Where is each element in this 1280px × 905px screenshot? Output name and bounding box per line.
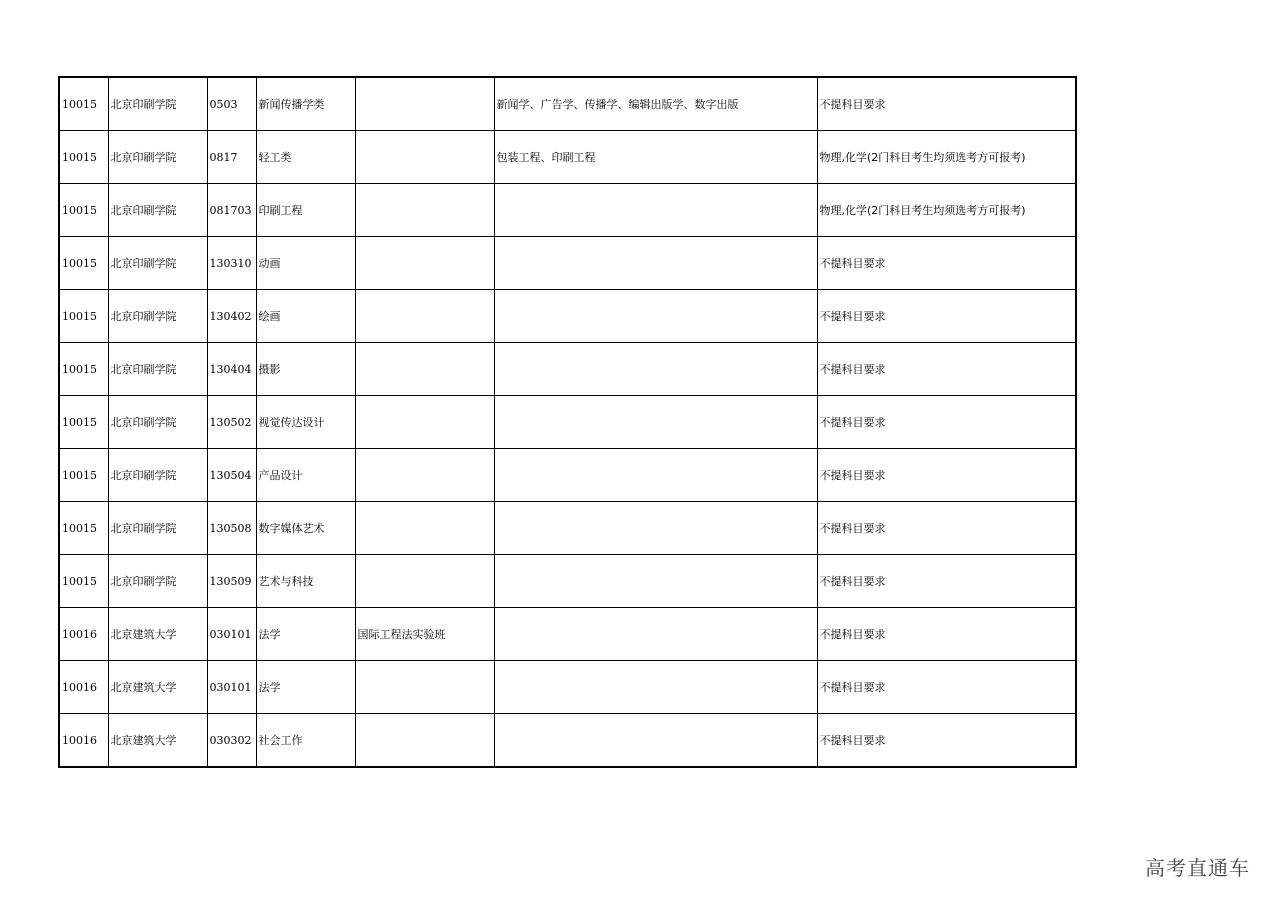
school-name-cell: 北京印刷学院 [108,555,207,608]
major-code-cell: 130310 [207,237,256,290]
included-majors-cell: 包装工程、印刷工程 [494,131,817,184]
major-code-cell: 130502 [207,396,256,449]
subject-requirement-cell: 不提科目要求 [817,608,1076,661]
school-code-cell: 10015 [59,396,108,449]
table-row [59,290,1076,343]
table-row [59,77,1076,131]
major-name-cell: 新闻传播学类 [256,77,355,131]
major-name-cell: 动画 [256,237,355,290]
subject-requirement-cell: 不提科目要求 [817,661,1076,714]
school-name-cell: 北京印刷学院 [108,502,207,555]
note-cell [355,555,494,608]
subject-requirement-cell: 不提科目要求 [817,714,1076,768]
included-majors-cell [494,343,817,396]
included-majors-cell: 新闻学、广告学、传播学、编辑出版学、数字出版 [494,77,817,131]
school-code-cell: 10015 [59,502,108,555]
included-majors-cell [494,396,817,449]
major-name-cell: 法学 [256,661,355,714]
subject-requirement-cell: 不提科目要求 [817,555,1076,608]
school-code-cell: 10015 [59,290,108,343]
major-name-cell: 轻工类 [256,131,355,184]
table-row [59,661,1076,714]
school-code-cell: 10015 [59,184,108,237]
table-body [59,77,1076,767]
table-row [59,714,1076,768]
major-name-cell: 摄影 [256,343,355,396]
major-code-cell: 030101 [207,608,256,661]
note-cell [355,502,494,555]
note-cell: 国际工程法实验班 [355,608,494,661]
table-row [59,131,1076,184]
included-majors-cell [494,237,817,290]
subject-requirement-cell: 不提科目要求 [817,77,1076,131]
major-code-cell: 030302 [207,714,256,768]
major-code-cell: 130404 [207,343,256,396]
school-name-cell: 北京印刷学院 [108,290,207,343]
subject-requirements-table [58,76,1077,768]
table-row [59,184,1076,237]
school-name-cell: 北京印刷学院 [108,237,207,290]
school-code-cell: 10015 [59,343,108,396]
included-majors-cell [494,661,817,714]
school-code-cell: 10016 [59,661,108,714]
major-name-cell: 印刷工程 [256,184,355,237]
school-name-cell: 北京印刷学院 [108,396,207,449]
included-majors-cell [494,555,817,608]
school-name-cell: 北京印刷学院 [108,184,207,237]
included-majors-cell [494,449,817,502]
major-name-cell: 视觉传达设计 [256,396,355,449]
note-cell [355,237,494,290]
school-code-cell: 10015 [59,449,108,502]
table-row [59,502,1076,555]
subject-requirement-cell: 不提科目要求 [817,343,1076,396]
major-name-cell: 绘画 [256,290,355,343]
table-row [59,555,1076,608]
school-code-cell: 10016 [59,714,108,768]
major-name-cell: 数字媒体艺术 [256,502,355,555]
note-cell [355,131,494,184]
school-name-cell: 北京印刷学院 [108,77,207,131]
subject-requirement-cell: 不提科目要求 [817,502,1076,555]
school-name-cell: 北京建筑大学 [108,714,207,768]
subject-requirement-cell: 物理,化学(2门科目考生均须选考方可报考) [817,131,1076,184]
major-code-cell: 0817 [207,131,256,184]
major-name-cell: 法学 [256,608,355,661]
note-cell [355,661,494,714]
major-code-cell: 130509 [207,555,256,608]
school-name-cell: 北京建筑大学 [108,661,207,714]
note-cell [355,290,494,343]
included-majors-cell [494,184,817,237]
note-cell [355,343,494,396]
school-code-cell: 10015 [59,131,108,184]
table-row [59,343,1076,396]
major-code-cell: 0503 [207,77,256,131]
school-name-cell: 北京印刷学院 [108,131,207,184]
note-cell [355,449,494,502]
school-name-cell: 北京建筑大学 [108,608,207,661]
major-name-cell: 社会工作 [256,714,355,768]
school-code-cell: 10015 [59,77,108,131]
major-name-cell: 艺术与科技 [256,555,355,608]
included-majors-cell [494,608,817,661]
included-majors-cell [494,714,817,768]
major-code-cell: 081703 [207,184,256,237]
note-cell [355,396,494,449]
table-row [59,608,1076,661]
school-code-cell: 10015 [59,237,108,290]
major-code-cell: 030101 [207,661,256,714]
school-name-cell: 北京印刷学院 [108,343,207,396]
table-row [59,396,1076,449]
major-name-cell: 产品设计 [256,449,355,502]
table-row [59,237,1076,290]
subject-requirement-cell: 不提科目要求 [817,449,1076,502]
school-code-cell: 10016 [59,608,108,661]
subject-requirement-cell: 不提科目要求 [817,396,1076,449]
major-code-cell: 130504 [207,449,256,502]
included-majors-cell [494,502,817,555]
note-cell [355,77,494,131]
watermark-logo-text: 高考直通车 [1145,856,1250,880]
school-name-cell: 北京印刷学院 [108,449,207,502]
major-code-cell: 130402 [207,290,256,343]
subject-requirement-cell: 物理,化学(2门科目考生均须选考方可报考) [817,184,1076,237]
subject-requirement-cell: 不提科目要求 [817,290,1076,343]
school-code-cell: 10015 [59,555,108,608]
note-cell [355,714,494,768]
note-cell [355,184,494,237]
table-row [59,449,1076,502]
major-code-cell: 130508 [207,502,256,555]
included-majors-cell [494,290,817,343]
subject-requirement-cell: 不提科目要求 [817,237,1076,290]
